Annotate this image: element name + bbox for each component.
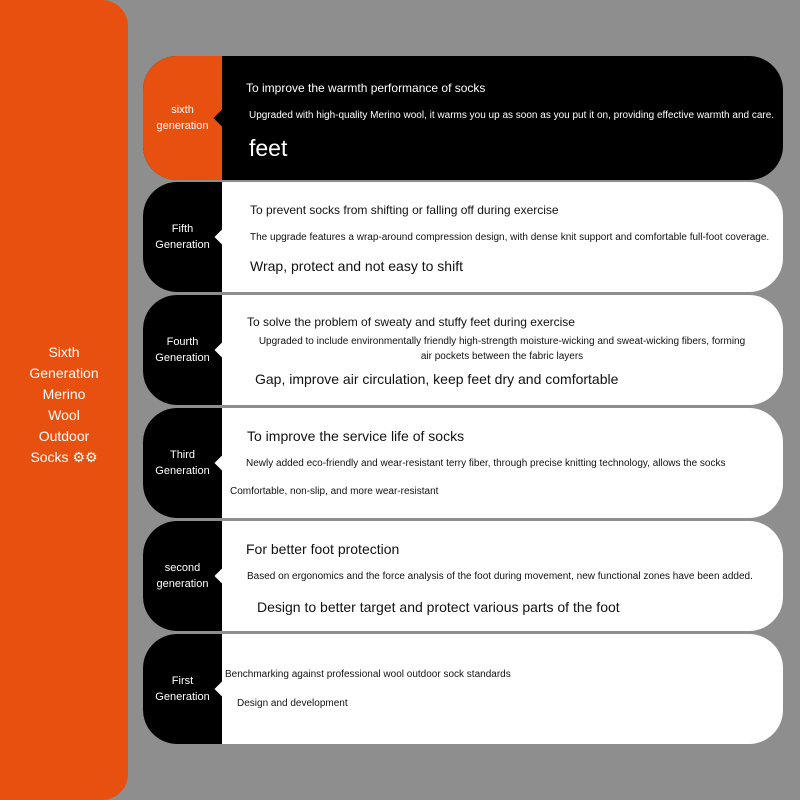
generation-card-sixth: [143, 56, 783, 180]
card-tagline: Comfortable, non-slip, and more wear-resistant: [230, 486, 439, 497]
generation-label: First: [171, 675, 194, 687]
generation-label: Generation: [155, 352, 210, 364]
generation-tab: [143, 521, 222, 631]
title-line: Wool: [48, 407, 80, 423]
generation-card-second: [143, 521, 783, 631]
card-description: Newly added eco-friendly and wear-resistant terry fiber, through precise knitting technology, allows the socks: [246, 458, 726, 469]
generation-label: generation: [156, 120, 209, 132]
card-description: Upgraded to include environmentally friendly high-strength moisture-wicking and sweat-wicking fibers, forming: [258, 336, 746, 347]
generation-label: sixth: [171, 104, 194, 116]
generation-card-third: [143, 408, 783, 518]
generation-tab: [143, 408, 222, 518]
card-description: Upgraded with high-quality Merino wool, it warms you up as soon as you put it on, providing effective warmth and care.: [249, 110, 775, 121]
generation-tab: [143, 56, 222, 180]
card-description: Based on ergonomics and the force analysis of the foot during movement, new functional zones have been added.: [247, 571, 753, 582]
generation-tab: [143, 182, 222, 292]
generation-label: Generation: [155, 239, 210, 251]
generation-label: Fourth: [166, 336, 199, 348]
generation-label: Generation: [155, 465, 210, 477]
card-tagline: Wrap, protect and not easy to shift: [250, 258, 463, 274]
generation-card-first: [143, 634, 783, 744]
title-line: Sixth: [48, 344, 80, 360]
title-line: Socks ⚙⚙: [30, 449, 98, 465]
generation-label: second: [164, 562, 201, 574]
generation-card-fourth: [143, 295, 783, 405]
card-headline: To improve the warmth performance of socks: [246, 81, 486, 95]
card-description: The upgrade features a wrap-around compression design, with dense knit support and comfortable full-foot coverage.: [250, 232, 770, 243]
generation-tab: [143, 634, 222, 744]
card-tagline: Gap, improve air circulation, keep feet dry and comfortable: [255, 371, 619, 387]
card-description: air pockets between the fabric layers: [420, 351, 584, 362]
card-tagline: Design and development: [237, 698, 348, 709]
card-headline: To improve the service life of socks: [247, 428, 465, 444]
title-line: Merino: [42, 386, 86, 402]
card-headline: To solve the problem of sweaty and stuffy feet during exercise: [247, 315, 575, 329]
title-line: Outdoor: [38, 428, 90, 444]
product-title: [0, 342, 128, 468]
generation-card-fifth: [143, 182, 783, 292]
card-tagline: Design to better target and protect various parts of the foot: [257, 599, 620, 615]
generation-label: generation: [156, 578, 209, 590]
card-tagline: feet: [249, 135, 288, 161]
card-headline: To prevent socks from shifting or falling off during exercise: [250, 203, 559, 217]
title-line: Generation: [29, 365, 99, 381]
sidebar: [0, 0, 128, 800]
card-headline: For better foot protection: [246, 541, 400, 557]
generation-label: Third: [169, 449, 196, 461]
card-headline: Benchmarking against professional wool outdoor sock standards: [225, 669, 511, 680]
generation-label: Fifth: [171, 223, 194, 235]
generation-label: Generation: [155, 691, 210, 703]
generation-tab: [143, 295, 222, 405]
